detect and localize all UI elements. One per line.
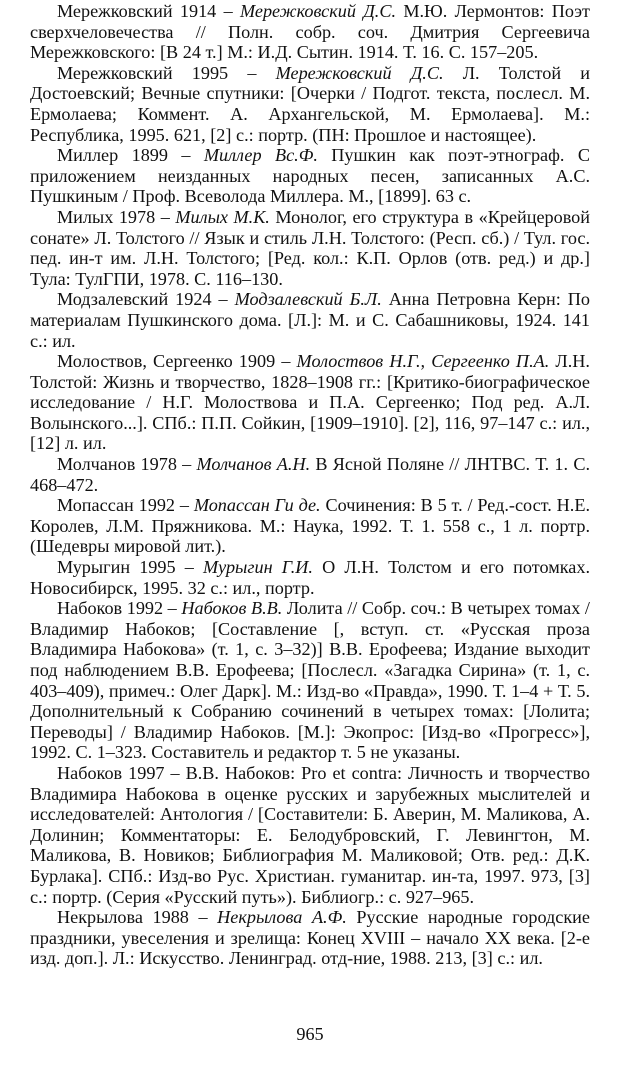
entry-key: Некрылова 1988 – bbox=[57, 907, 218, 928]
entry-text: В.В. Набоков: Pro et contra: Личность и творчество Владимира Набокова в оценке русских и зарубежных мыслителей и исследователей: Антология / [Составители: Б. Аверин, М. Маликова, А. Долинин; Комментаторы: Е. Белодубровский, Г. Левингтон, М. Маликова, В. Новиков; Библиография М. Маликовой; Отв. ред.: Д.К. Бурлака]. СПб.: Изд-во Рус. Христиан. гуманитар. ин-та, 1997. 973, [3] с.: портр. (Серия «Русский путь»). Библиогр.: с. 927–965. bbox=[30, 762, 590, 907]
page-number: 965 bbox=[296, 1024, 324, 1044]
entry-author: Мопассан Ги де. bbox=[193, 495, 321, 516]
bibliography-entry bbox=[30, 454, 590, 495]
bibliography-list bbox=[30, 0, 590, 969]
entry-key: Модзалевский 1924 – bbox=[57, 289, 235, 310]
entry-key: Набоков 1992 – bbox=[57, 598, 182, 619]
bibliography-entry bbox=[30, 145, 590, 207]
entry-key: Молоствов, Сергеенко 1909 – bbox=[57, 351, 297, 372]
entry-text: Пушкин как поэт-этнограф. С приложением неизданных народных песен, записанных А.С. Пушкиным / Проф. Всеволода Миллера. М., [1899]. 63 с. bbox=[30, 145, 590, 207]
bibliography-entry bbox=[30, 557, 590, 598]
entry-text: Л.Н. Толстой: Жизнь и творчество, 1828–1908 гг.: [Критико-биографическое исследование / Н.Г. Молоствова и П.А. Сергеенко; Под ред. А.Л. Волынского...]. СПб.: П.П. Сойкин, [1909–1910]. [2], 116, 97–147 с.: ил., [12] л. ил. bbox=[30, 351, 590, 454]
entry-author: Миллер Вс.Ф. bbox=[203, 145, 318, 166]
bibliography-entry bbox=[30, 289, 590, 351]
entry-author: Молчанов А.Н. bbox=[196, 454, 311, 475]
entry-key: Мопассан 1992 – bbox=[57, 495, 194, 516]
entry-author: Модзалевский Б.Л. bbox=[234, 289, 382, 310]
bibliography-entry bbox=[30, 207, 590, 289]
bibliography-entry bbox=[30, 63, 590, 145]
entry-key: Милых 1978 – bbox=[57, 206, 176, 227]
bibliography-entry bbox=[30, 598, 590, 763]
entry-author: Милых М.К. bbox=[175, 206, 270, 227]
entry-text: О Л.Н. Толстом и его потомках. Новосибирск, 1995. 32 с.: ил., портр. bbox=[30, 557, 590, 598]
entry-text: Л. Толстой и Достоевский; Вечные спутники: [Очерки / Подгот. текста, послесл. М. Ермолаева; Коммент. А. Архангельской, М. Ермолаева]. М.: Республика, 1995. 621, [2] с.: портр. (ПН: Прошлое и настоящее). bbox=[30, 62, 590, 145]
entry-key: Молчанов 1978 – bbox=[57, 454, 197, 475]
entry-text: Анна Петровна Керн: По материалам Пушкинского дома. [Л.]: М. и С. Сабашниковы, 1924. 141 с.: ил. bbox=[30, 289, 591, 351]
entry-author: Молоствов Н.Г., Сергеенко П.А. bbox=[296, 351, 550, 372]
entry-key: Мережковский 1995 – bbox=[57, 62, 276, 83]
entry-text: Русские народные городские праздники, увеселения и зрелища: Конец XVIII – начало XX века. [2-е изд. доп.]. Л.: Искусство. Ленинград. отд-ние, 1988. 213, [3] с.: ил. bbox=[30, 907, 590, 969]
bibliography-entry bbox=[30, 763, 590, 907]
entry-text: Монолог, его структура в «Крейцеровой сонате» Л. Толстого // Язык и стиль Л.Н. Толстого: (Респ. сб.) / Тул. гос. пед. ин-т им. Л.Н. Толстого; [Ред. кол.: К.П. Орлов (отв. ред.) и др.] Тула: ТулГПИ, 1978. С. 116–130. bbox=[30, 206, 591, 289]
entry-key: Набоков 1997 – bbox=[57, 762, 186, 783]
entry-text: Лолита // Собр. соч.: В четырех томах / Владимир Набоков; [Составление [, вступ. ст. «Русская проза Владимира Набокова» (т. 1, с. 3–32)] В.В. Ерофеева; Издание выходит под наблюдением В.В. Ерофеева; [Послесл. «Загадка Сирина» (т. 1, с. 403–409), примеч.: Олег Дарк]. М.: Изд-во «Правда», 1990. Т. 1–4 + Т. 5. Дополнительный к Собранию сочинений в четырех томах: [Лолита; Переводы] / Владимир Набоков. [М.]: Экопрос: [Изд-во «Прогресс»], 1992. С. 1–323. Составитель и редактор т. 5 не указаны. bbox=[30, 598, 590, 763]
entry-author: Некрылова А.Ф. bbox=[217, 907, 347, 928]
bibliography-entry bbox=[30, 495, 590, 557]
entry-author: Мурыгин Г.И. bbox=[202, 557, 313, 578]
entry-text: В Ясной Поляне // ЛНТВС. Т. 1. С. 468–472. bbox=[30, 454, 590, 495]
bibliography-entry bbox=[30, 1, 590, 63]
bibliography-entry bbox=[30, 351, 590, 454]
bibliography-entry bbox=[30, 907, 590, 969]
entry-author: Набоков В.В. bbox=[181, 598, 283, 619]
entry-key: Мережковский 1914 – bbox=[57, 1, 240, 21]
entry-text: М.Ю. Лермонтов: Поэт сверхчеловечества // Полн. собр. соч. Дмитрия Сергеевича Мережковского: [В 24 т.] М.: И.Д. Сытин. 1914. Т. 16. С. 157–205. bbox=[30, 1, 590, 63]
entry-key: Мурыгин 1995 – bbox=[57, 557, 203, 578]
entry-key: Миллер 1899 – bbox=[57, 145, 204, 166]
entry-author: Мережковский Д.С. bbox=[239, 1, 397, 21]
entry-text: Сочинения: В 5 т. / Ред.-сост. Н.Е. Королев, Л.М. Пряжникова. М.: Наука, 1992. Т. 1. 558 с., 1 л. портр. (Шедевры мировой лит.). bbox=[30, 495, 590, 557]
entry-author: Мережковский Д.С. bbox=[275, 62, 444, 83]
